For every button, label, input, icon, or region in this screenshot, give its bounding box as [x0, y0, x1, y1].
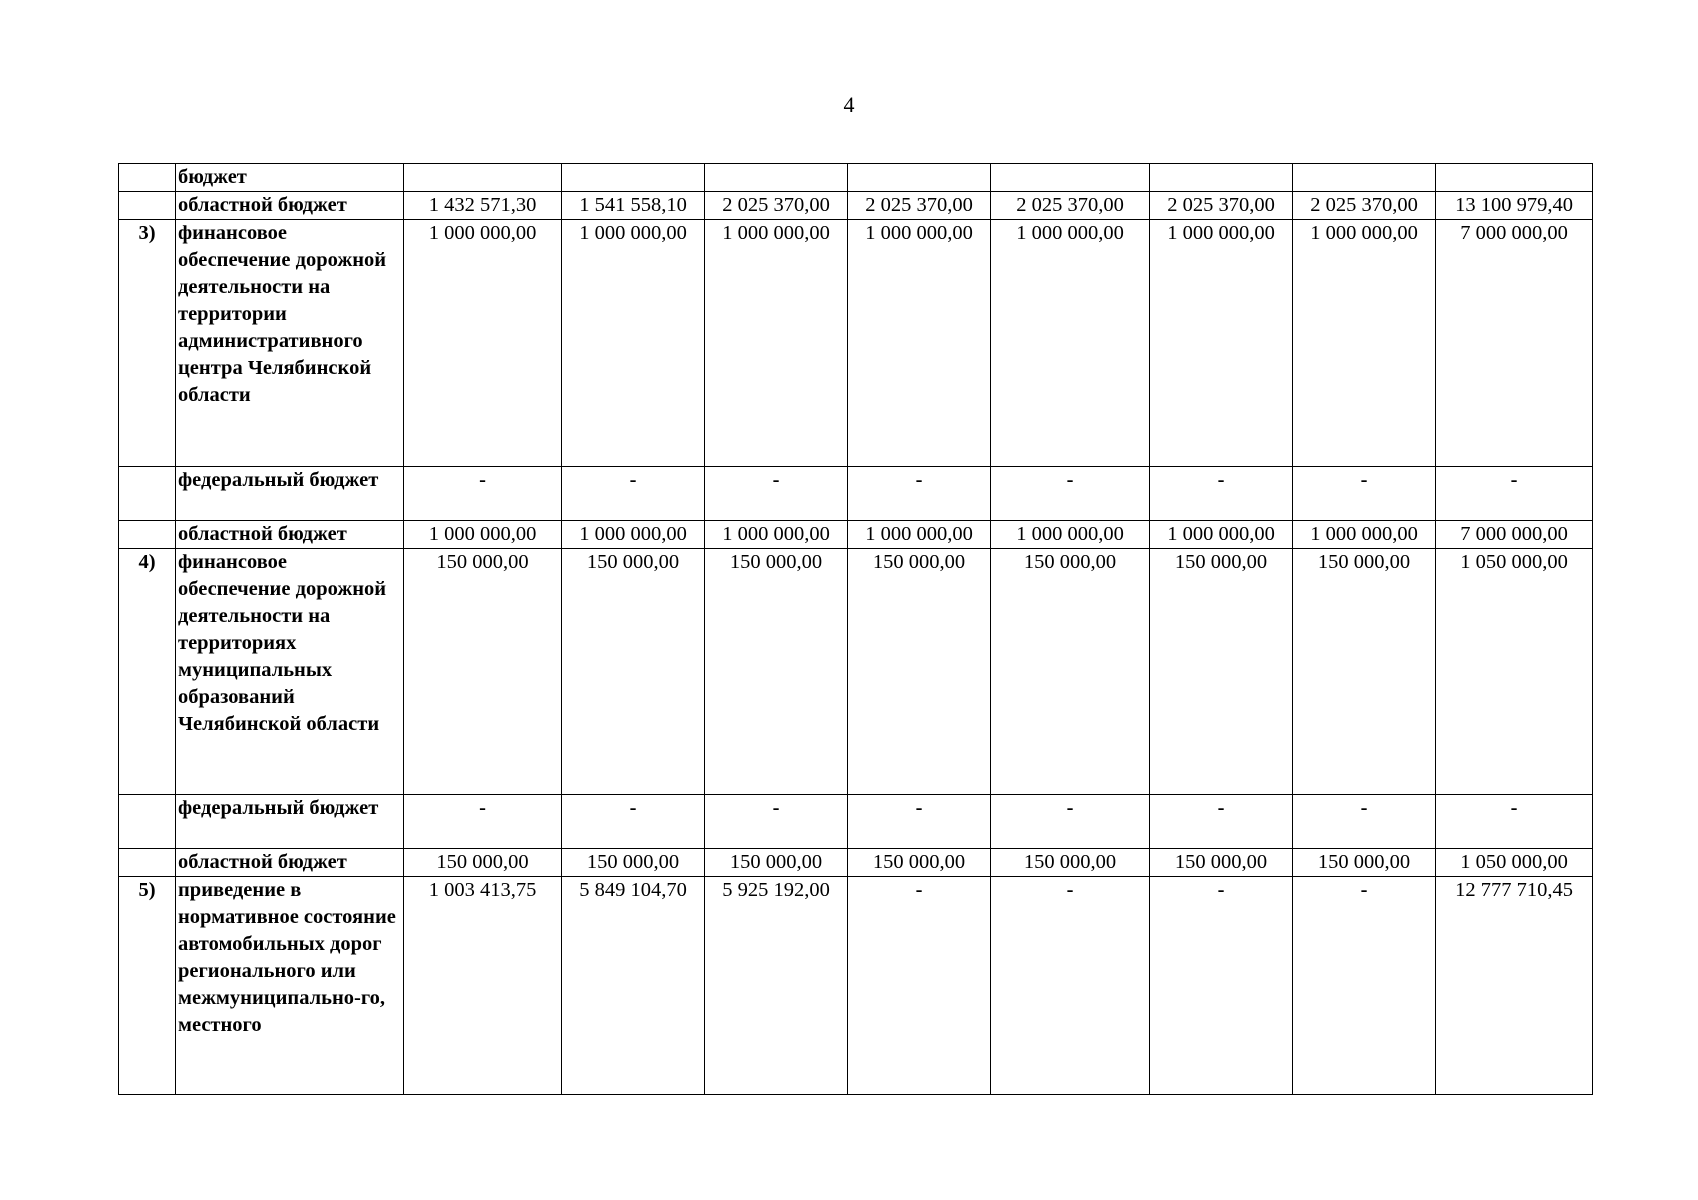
total-value-cell [1436, 164, 1593, 192]
row-number-cell [119, 467, 176, 521]
row-number-cell [119, 849, 176, 877]
value-cell: - [1150, 795, 1293, 849]
value-cell: - [848, 877, 991, 1095]
table-row [119, 164, 1593, 192]
value-cell: - [848, 467, 991, 521]
value-cell: 150 000,00 [705, 849, 848, 877]
value-cell: 150 000,00 [562, 849, 705, 877]
row-label-cell: областной бюджет [176, 192, 404, 220]
value-cell: 1 541 558,10 [562, 192, 705, 220]
value-cell: - [1293, 877, 1436, 1095]
value-cell: 1 432 571,30 [404, 192, 562, 220]
value-cell: - [705, 467, 848, 521]
page-number: 4 [843, 92, 855, 117]
value-cell: 2 025 370,00 [848, 192, 991, 220]
value-cell: - [404, 467, 562, 521]
table-body [119, 164, 1593, 1095]
table-row [119, 220, 1593, 467]
budget-table [118, 163, 1593, 1095]
row-label-cell: областной бюджет [176, 849, 404, 877]
row-label-cell: областной бюджет [176, 521, 404, 549]
value-cell: 2 025 370,00 [1150, 192, 1293, 220]
value-cell: 150 000,00 [705, 549, 848, 795]
total-value-cell: - [1436, 467, 1593, 521]
value-cell: - [1293, 467, 1436, 521]
value-cell: - [562, 795, 705, 849]
value-cell: 2 025 370,00 [991, 192, 1150, 220]
value-cell: 2 025 370,00 [705, 192, 848, 220]
total-value-cell: 1 050 000,00 [1436, 549, 1593, 795]
value-cell: 1 000 000,00 [991, 521, 1150, 549]
table-row [119, 549, 1593, 795]
table-row [119, 192, 1593, 220]
total-value-cell: - [1436, 795, 1593, 849]
value-cell [991, 164, 1150, 192]
value-cell: 5 925 192,00 [705, 877, 848, 1095]
value-cell [705, 164, 848, 192]
table-row [119, 521, 1593, 549]
value-cell: 150 000,00 [991, 549, 1150, 795]
value-cell: 1 000 000,00 [848, 220, 991, 467]
value-cell: - [404, 795, 562, 849]
value-cell: - [991, 795, 1150, 849]
value-cell: - [848, 795, 991, 849]
total-value-cell: 7 000 000,00 [1436, 521, 1593, 549]
value-cell [562, 164, 705, 192]
value-cell: 1 000 000,00 [404, 521, 562, 549]
table-row [119, 795, 1593, 849]
total-value-cell: 13 100 979,40 [1436, 192, 1593, 220]
value-cell [848, 164, 991, 192]
value-cell: - [1293, 795, 1436, 849]
value-cell [404, 164, 562, 192]
value-cell: 1 000 000,00 [705, 220, 848, 467]
value-cell: - [705, 795, 848, 849]
row-label-cell: федеральный бюджет [176, 795, 404, 849]
value-cell: 1 000 000,00 [562, 220, 705, 467]
value-cell: 1 000 000,00 [1293, 220, 1436, 467]
value-cell: 150 000,00 [1150, 549, 1293, 795]
row-label-cell: финансовое обеспечение дорожной деятельности на территориях муниципальных образований Челябинской области [176, 549, 404, 795]
row-number-cell [119, 192, 176, 220]
value-cell: 1 000 000,00 [705, 521, 848, 549]
table-row [119, 849, 1593, 877]
row-label-cell: бюджет [176, 164, 404, 192]
row-number-cell [119, 795, 176, 849]
table-row [119, 877, 1593, 1095]
value-cell: 1 000 000,00 [1150, 220, 1293, 467]
total-value-cell: 7 000 000,00 [1436, 220, 1593, 467]
value-cell: 150 000,00 [404, 849, 562, 877]
value-cell: - [1150, 467, 1293, 521]
row-label-cell: приведение в нормативное состояние автомобильных дорог регионального или межмуниципально-го, местного [176, 877, 404, 1095]
value-cell: - [991, 467, 1150, 521]
value-cell: 150 000,00 [1293, 549, 1436, 795]
value-cell: 150 000,00 [1150, 849, 1293, 877]
value-cell: 1 000 000,00 [1293, 521, 1436, 549]
value-cell: 1 000 000,00 [404, 220, 562, 467]
value-cell: 5 849 104,70 [562, 877, 705, 1095]
row-label-cell: федеральный бюджет [176, 467, 404, 521]
value-cell: 150 000,00 [404, 549, 562, 795]
row-number-cell [119, 164, 176, 192]
value-cell [1150, 164, 1293, 192]
row-number-cell [119, 521, 176, 549]
value-cell: 1 003 413,75 [404, 877, 562, 1095]
value-cell [1293, 164, 1436, 192]
value-cell: 1 000 000,00 [848, 521, 991, 549]
value-cell: 150 000,00 [1293, 849, 1436, 877]
value-cell: 2 025 370,00 [1293, 192, 1436, 220]
row-number-cell: 3) [119, 220, 176, 467]
value-cell: 150 000,00 [848, 849, 991, 877]
value-cell: - [1150, 877, 1293, 1095]
value-cell: 150 000,00 [848, 549, 991, 795]
total-value-cell: 12 777 710,45 [1436, 877, 1593, 1095]
row-number-cell: 4) [119, 549, 176, 795]
value-cell: - [562, 467, 705, 521]
value-cell: 1 000 000,00 [991, 220, 1150, 467]
value-cell: - [991, 877, 1150, 1095]
total-value-cell: 1 050 000,00 [1436, 849, 1593, 877]
value-cell: 150 000,00 [991, 849, 1150, 877]
value-cell: 1 000 000,00 [1150, 521, 1293, 549]
row-label-cell: финансовое обеспечение дорожной деятельности на территории административного центра Челябинской области [176, 220, 404, 467]
value-cell: 150 000,00 [562, 549, 705, 795]
row-number-cell: 5) [119, 877, 176, 1095]
table-row [119, 467, 1593, 521]
value-cell: 1 000 000,00 [562, 521, 705, 549]
